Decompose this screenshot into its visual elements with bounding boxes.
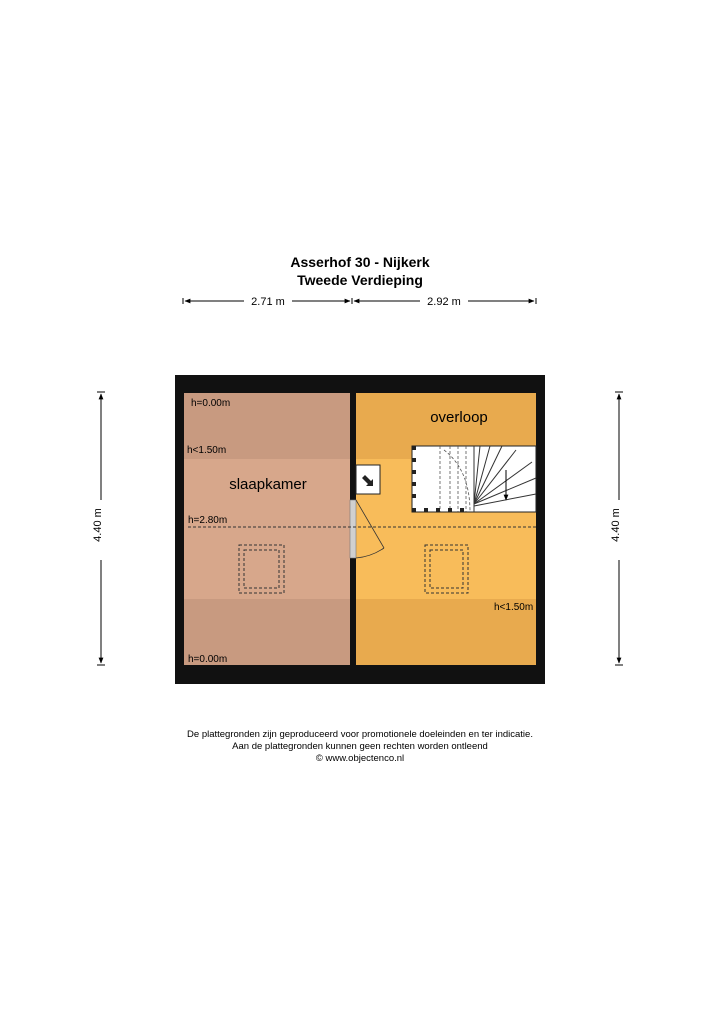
- room-label-slaapkamer: slaapkamer: [229, 476, 307, 493]
- utility-box: [356, 465, 380, 494]
- height-label-mid: h=2.80m: [188, 515, 228, 526]
- room-slaapkamer: [184, 393, 350, 665]
- staircase: [412, 446, 536, 512]
- right-dimension: [610, 392, 623, 665]
- copyright: © www.objectenco.nl: [315, 753, 405, 764]
- floor-name: Tweede Verdieping: [297, 272, 423, 288]
- top-dimension: [183, 296, 536, 308]
- disclaimer-line-2: Aan de plattegronden kunnen geen rechten worden ontleend: [232, 741, 488, 752]
- dim-left: 4.40 m: [92, 508, 104, 542]
- room-overloop: [356, 393, 536, 665]
- plan-title: Asserhof 30 - Nijkerk: [290, 254, 430, 270]
- height-label-top: h=0.00m: [191, 398, 231, 409]
- dim-right: 4.40 m: [610, 508, 622, 542]
- disclaimer-line-1: De plattegronden zijn geproduceerd voor promotionele doeleinden en ter indicatie.: [187, 729, 533, 740]
- height-label-low-overloop: h<1.50m: [494, 602, 534, 613]
- height-label-low-slaapkamer: h<1.50m: [187, 445, 227, 456]
- dim-top-left: 2.71 m: [251, 296, 285, 308]
- height-label-bottom: h=0.00m: [188, 654, 228, 665]
- room-label-overloop: overloop: [430, 409, 488, 426]
- left-dimension: [92, 392, 105, 665]
- dim-top-right: 2.92 m: [427, 296, 461, 308]
